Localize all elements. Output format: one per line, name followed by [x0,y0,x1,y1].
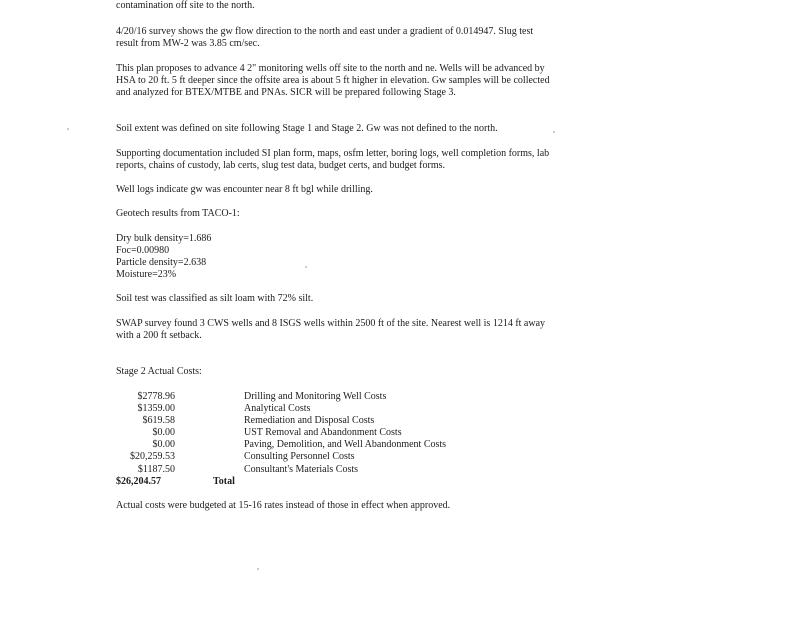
scan-speck [305,266,307,268]
paragraph-geotech-heading: Geotech results from TACO-1: [116,208,240,219]
cost-row [116,415,536,427]
geotech-dry-bulk-density: Dry bulk density=1.686 [116,233,212,244]
cost-amount: $20,259.53 [130,451,175,463]
cost-total-row [116,476,536,488]
cost-amount: $0.00 [152,439,175,451]
paragraph-well-logs: Well logs indicate gw was encounter near 8 ft bgl while drilling. [116,184,373,195]
cost-amount: $2778.96 [137,391,175,402]
cost-description: Remediation and Disposal Costs [244,415,375,427]
scan-speck [67,128,69,130]
paragraph-survey: 4/20/16 survey shows the gw flow direction to the north and east under a gradient of 0.014947. Slug test result from MW-2 was 3.85 cm/sec. [116,26,534,49]
cost-row [116,464,536,476]
scan-speck [553,131,555,133]
cost-amount: $0.00 [152,427,175,439]
cost-amount: $619.58 [142,415,175,427]
cost-description: Consultant's Materials Costs [244,463,359,475]
paragraph-swap-survey: SWAP survey found 3 CWS wells and 8 ISGS wells within 2500 ft of the site. Nearest well is 1214 ft away with a 200 ft setback. [116,318,546,341]
paragraph-supporting-docs: Supporting documentation included SI plan form, maps, osfm letter, boring logs, well completion forms, lab reports, chains of custody, lab certs, slug test data, budget certs, and budget forms. [116,148,550,171]
cost-row [116,427,536,439]
scan-speck [257,568,259,570]
cost-description: UST Removal and Abandonment Costs [244,427,402,439]
geotech-results-list [116,233,556,281]
cost-description: Drilling and Monitoring Well Costs [244,391,387,402]
cost-description: Analytical Costs [244,403,311,415]
cost-amount: $1359.00 [137,403,175,415]
costs-table [116,391,536,488]
cost-total-label: Total [213,475,235,487]
paragraph-soil-test: Soil test was classified as silt loam with 72% silt. [116,293,314,304]
cost-row [116,439,536,451]
cost-description: Paving, Demolition, and Well Abandonment Costs [244,439,447,451]
geotech-moisture: Moisture=23% [116,269,177,280]
cost-amount: $1187.50 [137,463,175,475]
paragraph-actual-costs-note: Actual costs were budgeted at 15-16 rates instead of those in effect when approved. [116,500,451,511]
paragraph-soil-extent: Soil extent was defined on site following Stage 1 and Stage 2. Gw was not defined to the north. [116,123,498,134]
geotech-foc: Foc=0.00980 [116,245,170,256]
paragraph-plan: This plan proposes to advance 4 2" monitoring wells off site to the north and ne. Wells will be advanced by HSA to 20 ft. 5 ft deeper since the offsite area is about 5 ft higher in elevation. Gw samples will be collected and analyzed for BTEX/MTBE and PNAs. SICR will be prepared following Stage 3. [116,63,550,98]
cost-row [116,403,536,415]
costs-heading: Stage 2 Actual Costs: [116,366,202,377]
cost-row [116,451,536,463]
cost-row [116,391,536,403]
geotech-particle-density: Particle density=2.638 [116,257,207,268]
cost-total-amount: $26,204.57 [116,475,161,487]
paragraph-contamination: contamination off site to the north. [116,0,255,11]
cost-description: Consulting Personnel Costs [244,451,355,463]
